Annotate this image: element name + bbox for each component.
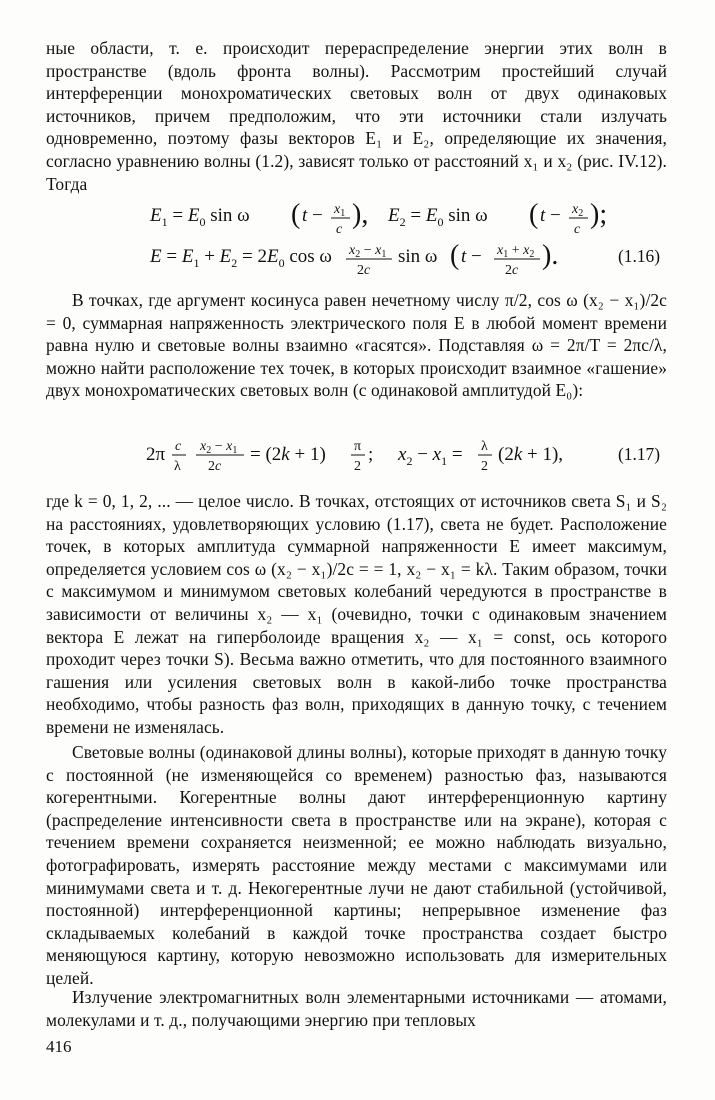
svg-text:2π: 2π [146, 444, 166, 465]
svg-text:sin ω: sin ω [398, 246, 438, 267]
paragraph-1 [46, 37, 667, 195]
equation-1-16-line-2 [149, 240, 558, 277]
svg-text:λ: λ [481, 439, 488, 454]
svg-text:2c: 2c [357, 263, 371, 277]
equation-1-17 [0, 432, 715, 482]
paragraph-3 [46, 490, 667, 739]
paragraph-2 [46, 289, 667, 402]
svg-text:x2 − x1: $x_2 - x_1$ [200, 439, 238, 456]
paragraph-text: В точках, где аргумент косинуса равен нечетному числу π/2, cos ω (x₂ − x₁)/2c = 0, суммарная напряженность электрического поля E в любой момент времени равна нулю и световые волны взаимно «гасятся». Подставляя ω = 2π/T = 2πc/λ, можно найти расположение тех точек, в которых происходит взаимное «гашение» двух монохроматических световых волн (с одинаковой амплитудой E₀): [46, 290, 667, 401]
svg-text:x2 − x1: $x_2 - x_1$ [349, 243, 387, 260]
equation-number-1-16: (1.16) [618, 246, 661, 266]
svg-text:E = E1 + E2 = 2E0 cos ω: $E = E_1 + E_2 = 2E_0$ cos ω [150, 246, 332, 270]
svg-text:).: ). [542, 240, 559, 271]
svg-text:c: c [336, 222, 343, 237]
equation-1-16-line-1 [149, 199, 607, 237]
svg-text:2: 2 [481, 459, 488, 474]
equation-1-16 [0, 197, 715, 277]
svg-text:−: − [471, 246, 482, 267]
svg-text:x2: $x_2$ [572, 202, 584, 219]
svg-text:2c: 2c [505, 263, 519, 277]
svg-text:(: ( [291, 199, 301, 230]
svg-text:),: ), [352, 199, 369, 230]
paragraph-5 [46, 986, 667, 1031]
svg-text:−: − [550, 205, 561, 226]
svg-text:π: π [354, 439, 362, 454]
svg-text:(2k + 1),: (2k + 1), [498, 444, 564, 465]
svg-text:t: t [302, 205, 308, 226]
svg-text:E1 = E0 sin ω: $E_1 = E_0$ sin ω [150, 205, 250, 229]
paragraph-text: где k = 0, 1, 2, ... — целое число. В точках, отстоящих от источников света S₁ и S₂ на расстояниях, удовлетворяющих условию (1.17), света не будет. Расположение точек, в которых амплитуда суммарной напряженности E имеет максимум, определяется условием cos ω (x₂ − x₁)/2c = = 1, x₂ − x₁ = kλ. Таким образом, точки с максимумом и минимумом световых колебаний чередуются в пространстве в зависимости от величины x₂ — x₁ (очевидно, точки с одинаковым значением вектора E лежат на гиперболоиде вращения x₂ — x₁ = const, ось которого проходит через точки S). Весьма важно отметить, что для постоянного взаимного гашения или усиления световых волн в какой-либо точке пространства необходимо, чтобы разность фаз волн, приходящих в данную точку, с течением времени не изменялась. [46, 491, 667, 737]
svg-text:t: t [540, 205, 546, 226]
paragraph-4 [46, 741, 667, 990]
svg-text:);: ); [590, 199, 608, 230]
svg-text:(: ( [450, 240, 460, 271]
svg-text:2c: 2c [208, 459, 222, 474]
equation-number-1-17: (1.17) [618, 444, 661, 464]
svg-text:λ: λ [174, 459, 181, 474]
svg-text:x1 + x2: $x_1 + x_2$ [497, 243, 535, 260]
svg-text:c: c [574, 222, 581, 237]
svg-text:x2 − x1 =: $x_2 - x_1$ = [398, 444, 463, 468]
page-number: 416 [46, 1037, 72, 1056]
paragraph-text: Излучение электромагнитных волн элементарными источниками — атомами, молекулами и т. д., получающими энергию при тепловых [46, 987, 667, 1030]
svg-text:2: 2 [354, 459, 361, 474]
svg-text:= (2k + 1): = (2k + 1) [250, 444, 326, 465]
svg-text:t: t [461, 246, 467, 267]
paragraph-text: Световые волны (одинаковой длины волны), которые приходят в данную точку с постоянной (не изменяющейся со временем) разностью фаз, называются когерентными. Когерентные волны дают интерференционную картину (распределение интенсивности света в пространстве или на экране), которая с течением времени сохраняется неизменной; ее можно наблюдать визуально, фотографировать, измерять расстояние между местами с максимумами или минимумами света и т. д. Некогерентные лучи не дают стабильной (устойчивой, постоянной) интерференционной картины; непрерывное изменение фаз складываемых колебаний в каждой точке пространства создает быстро меняющуюся картину, которую невозможно использовать для измерительных целей. [46, 742, 667, 988]
svg-text:;: ; [368, 444, 374, 465]
paragraph-text: ные области, т. е. происходит перераспределение энергии этих волн в пространстве (вдоль фронта волны). Рассмотрим простейший случай интерференции монохроматических световых волн от двух одинаковых источников, причем предположим, что эти источники стали излучать одновременно, поэтому фазы векторов E₁ и E₂, определяющие их значения, согласно уравнению волны (1.2), зависят только от расстояний x₁ и x₂ (рис. IV.12). Тогда [46, 38, 667, 194]
svg-text:c: c [175, 439, 182, 454]
svg-text:E2 = E0 sin ω: $E_2 = E_0$ sin ω [388, 205, 488, 229]
svg-text:−: − [312, 205, 323, 226]
svg-text:x1: $x_1$ [334, 202, 346, 219]
svg-text:(: ( [529, 199, 539, 230]
